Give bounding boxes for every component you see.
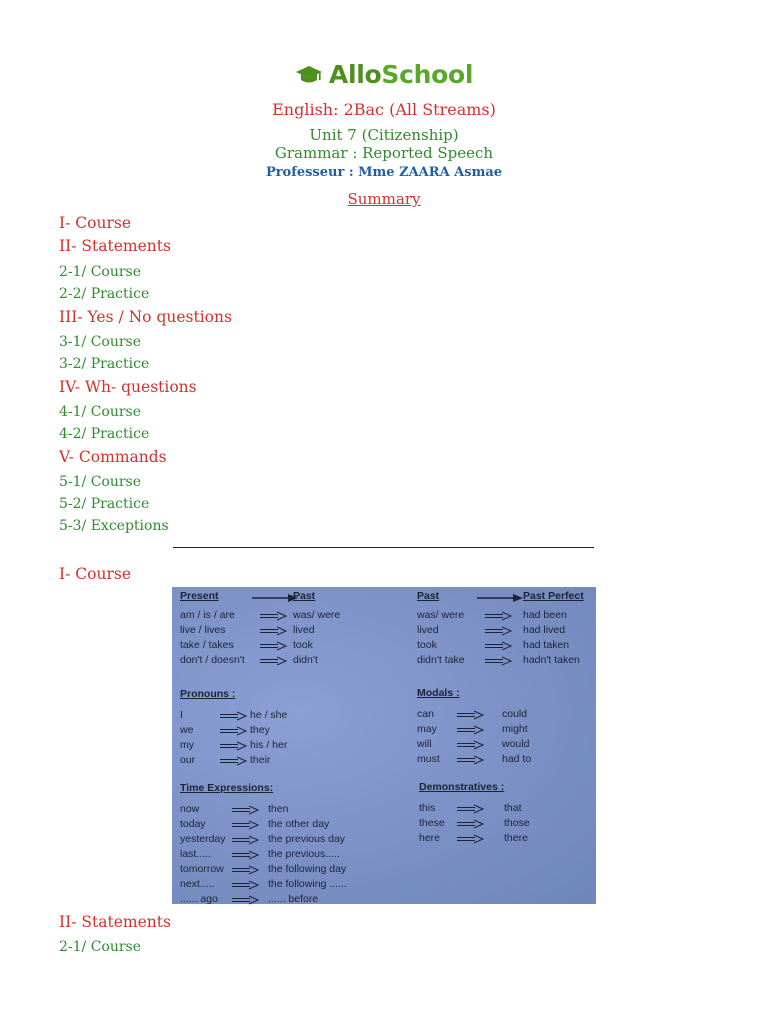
summary-heading: Summary bbox=[347, 190, 421, 208]
arrow-right-icon bbox=[477, 593, 523, 603]
pronouns-right-cell: they bbox=[250, 724, 270, 736]
tenses1-left-cell: live / lives bbox=[180, 624, 226, 636]
unit-title: Unit 7 (Citizenship) bbox=[309, 126, 459, 144]
demonstratives-right-cell: that bbox=[504, 802, 522, 814]
time-left-cell: ...... ago bbox=[180, 893, 218, 905]
tenses1-left-cell: don't / doesn't bbox=[180, 654, 245, 666]
time-right-cell: then bbox=[268, 803, 289, 815]
tenses1-right-cell: took bbox=[293, 639, 313, 651]
tenses2-left-cell: lived bbox=[417, 624, 439, 636]
arrow-right-icon bbox=[485, 641, 513, 651]
alloschool-logo bbox=[0, 60, 768, 89]
modals-right-cell: had to bbox=[502, 753, 532, 765]
toc-item: V- Commands bbox=[59, 448, 167, 466]
tenses2-left-cell: was/ were bbox=[417, 609, 465, 621]
demonstratives-left-cell: here bbox=[419, 832, 441, 844]
arrow-right-icon bbox=[457, 725, 485, 735]
pronouns-left-cell: I bbox=[180, 709, 183, 721]
arrow-right-icon bbox=[457, 804, 485, 814]
tenses2-left-cell: didn't take bbox=[417, 654, 465, 666]
arrow-right-icon bbox=[232, 805, 260, 815]
arrow-right-icon bbox=[220, 756, 248, 766]
time-left-cell: yesterday bbox=[180, 833, 226, 845]
toc-item: 3-2/ Practice bbox=[59, 356, 150, 372]
professor-name: Professeur : Mme ZAARA Asmae bbox=[265, 165, 503, 180]
pronouns-left-cell: we bbox=[180, 724, 194, 736]
time-title: Time Expressions: bbox=[180, 782, 274, 794]
arrow-right-icon bbox=[220, 711, 248, 721]
time-left-cell: tomorrow bbox=[180, 863, 224, 875]
arrow-right-icon bbox=[260, 641, 288, 651]
reported-speech-table-image bbox=[172, 587, 596, 904]
tenses2-to: Past Perfect bbox=[523, 590, 584, 602]
toc-item: I- Course bbox=[59, 214, 131, 232]
arrow-right-icon bbox=[220, 726, 248, 736]
arrow-right-icon bbox=[232, 880, 260, 890]
pronouns-right-cell: their bbox=[250, 754, 271, 766]
pronouns-left-cell: our bbox=[180, 754, 196, 766]
tenses1-left-cell: take / takes bbox=[180, 639, 234, 651]
subsection-statements-course: 2-1/ Course bbox=[59, 939, 142, 955]
time-left-cell: now bbox=[180, 803, 200, 815]
toc-item: 2-1/ Course bbox=[59, 264, 142, 280]
tenses1-left-cell: am / is / are bbox=[180, 609, 235, 621]
demonstratives-right-cell: there bbox=[504, 832, 528, 844]
demonstratives-left-cell: these bbox=[419, 817, 445, 829]
tenses2-right-cell: had lived bbox=[523, 624, 566, 636]
modals-left-cell: will bbox=[417, 738, 432, 750]
arrow-right-icon bbox=[485, 656, 513, 666]
graduation-cap-icon bbox=[295, 64, 323, 86]
time-right-cell: the previous..... bbox=[268, 848, 340, 860]
arrow-right-icon bbox=[260, 611, 288, 621]
arrow-right-icon bbox=[485, 611, 513, 621]
demonstratives-right-cell: those bbox=[504, 817, 530, 829]
time-right-cell: ...... before bbox=[268, 893, 319, 905]
modals-title: Modals : bbox=[417, 687, 460, 699]
tenses2-from: Past bbox=[417, 590, 440, 602]
tenses2-right-cell: had taken bbox=[523, 639, 570, 651]
time-left-cell: today bbox=[180, 818, 206, 830]
time-right-cell: the previous day bbox=[268, 833, 346, 845]
arrow-right-icon bbox=[232, 820, 260, 830]
tenses2-right-cell: had been bbox=[523, 609, 567, 621]
arrow-right-icon bbox=[220, 741, 248, 751]
toc-item: 2-2/ Practice bbox=[59, 286, 150, 302]
arrow-right-icon bbox=[232, 850, 260, 860]
arrow-right-icon bbox=[260, 626, 288, 636]
time-left-cell: next..... bbox=[180, 878, 215, 890]
arrow-right-icon bbox=[232, 835, 260, 845]
toc-item: IV- Wh- questions bbox=[59, 378, 197, 396]
tenses2-left-cell: took bbox=[417, 639, 437, 651]
section-heading-course: I- Course bbox=[59, 565, 131, 583]
section-heading-statements: II- Statements bbox=[59, 913, 171, 931]
arrow-right-icon bbox=[457, 819, 485, 829]
pronouns-right-cell: his / her bbox=[250, 739, 288, 751]
demonstratives-left-cell: this bbox=[419, 802, 436, 814]
tenses1-right-cell: didn't bbox=[293, 654, 318, 666]
time-right-cell: the other day bbox=[268, 818, 330, 830]
modals-left-cell: can bbox=[417, 708, 434, 720]
document-title: English: 2Bac (All Streams) bbox=[272, 100, 496, 119]
arrow-right-icon bbox=[457, 834, 485, 844]
tenses1-from: Present bbox=[180, 590, 219, 602]
modals-right-cell: might bbox=[502, 723, 528, 735]
toc-item: 5-2/ Practice bbox=[59, 496, 150, 512]
arrow-right-icon bbox=[457, 710, 485, 720]
arrow-right-icon bbox=[260, 656, 288, 666]
time-right-cell: the following ...... bbox=[268, 878, 347, 890]
toc-item: 5-3/ Exceptions bbox=[59, 518, 169, 534]
arrow-right-icon bbox=[457, 755, 485, 765]
tenses1-right-cell: lived bbox=[293, 624, 315, 636]
logo-text: AlloSchool bbox=[328, 60, 474, 89]
modals-right-cell: would bbox=[502, 738, 530, 750]
toc-item: 4-2/ Practice bbox=[59, 426, 150, 442]
toc-item: II- Statements bbox=[59, 237, 171, 255]
toc-item: 4-1/ Course bbox=[59, 404, 142, 420]
toc-item: 3-1/ Course bbox=[59, 334, 142, 350]
modals-right-cell: could bbox=[502, 708, 528, 720]
modals-left-cell: must bbox=[417, 753, 440, 765]
tenses1-right-cell: was/ were bbox=[293, 609, 341, 621]
toc-item: III- Yes / No questions bbox=[59, 308, 232, 326]
arrow-right-icon bbox=[252, 593, 298, 603]
arrow-right-icon bbox=[232, 865, 260, 875]
toc-item: 5-1/ Course bbox=[59, 474, 142, 490]
tenses1-to: Past bbox=[293, 590, 316, 602]
arrow-right-icon bbox=[485, 626, 513, 636]
demonstratives-title: Demonstratives : bbox=[419, 781, 505, 793]
arrow-right-icon bbox=[457, 740, 485, 750]
time-left-cell: last..... bbox=[180, 848, 211, 860]
tenses2-right-cell: hadn't taken bbox=[523, 654, 580, 666]
pronouns-left-cell: my bbox=[180, 739, 194, 751]
modals-left-cell: may bbox=[417, 723, 437, 735]
divider bbox=[173, 547, 594, 548]
pronouns-title: Pronouns : bbox=[180, 688, 236, 700]
arrow-right-icon bbox=[232, 895, 260, 905]
pronouns-right-cell: he / she bbox=[250, 709, 288, 721]
grammar-title: Grammar : Reported Speech bbox=[274, 144, 494, 162]
time-right-cell: the following day bbox=[268, 863, 347, 875]
